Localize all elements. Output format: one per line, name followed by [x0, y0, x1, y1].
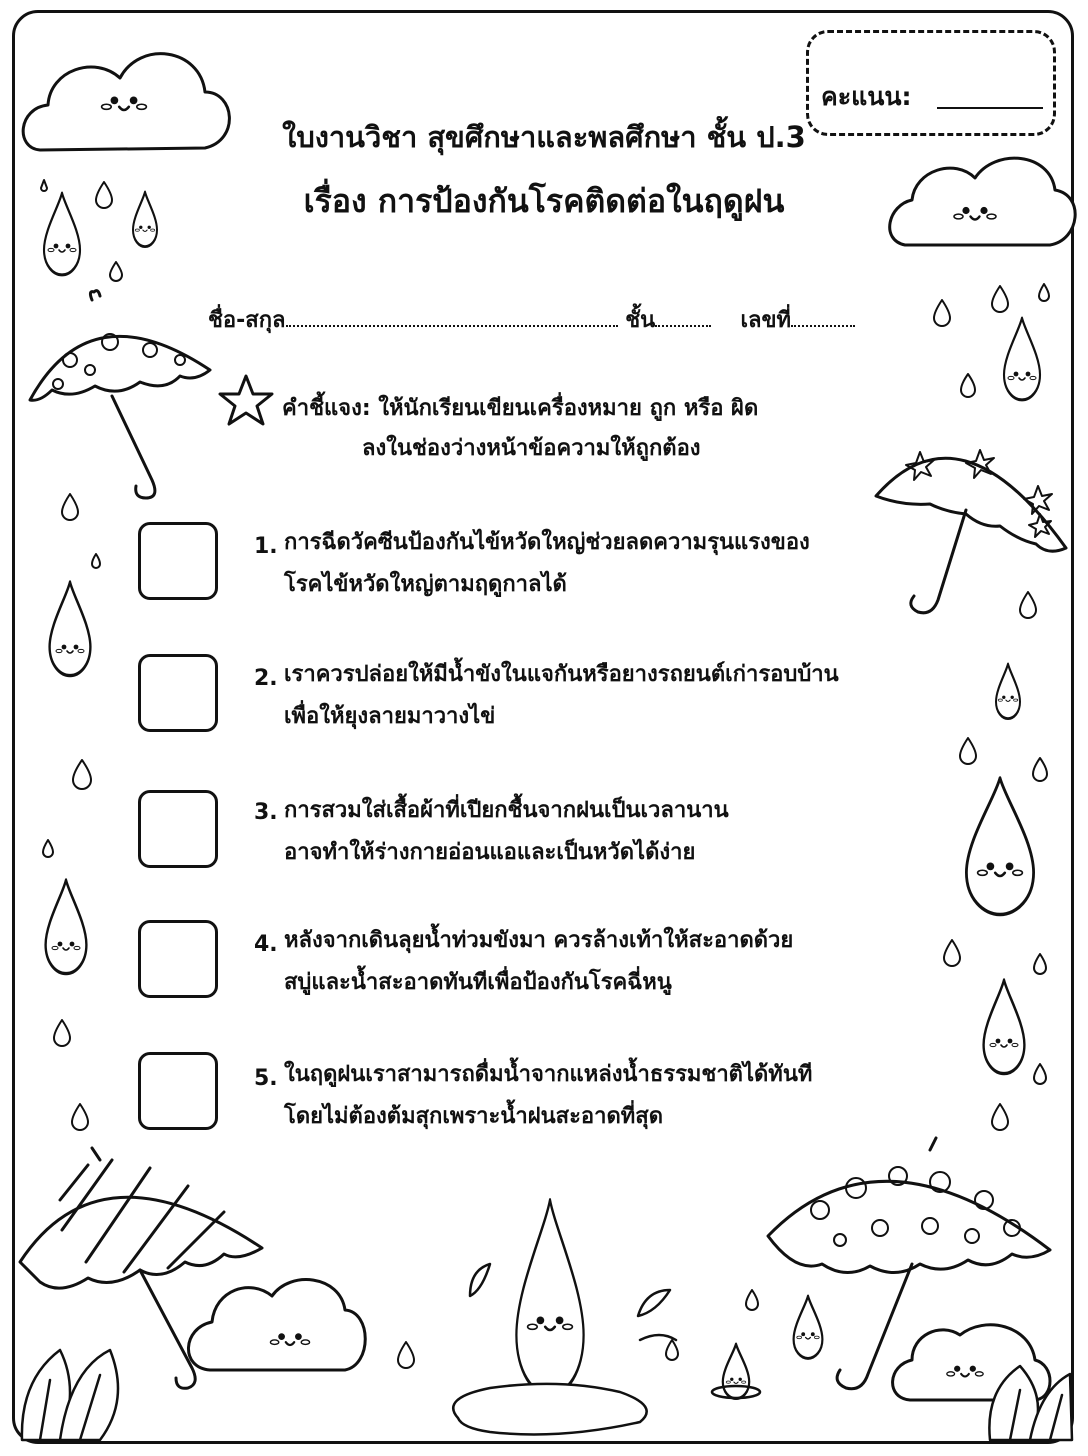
question-text: [284, 654, 924, 738]
question-line: โรคไข้หวัดใหญ่ตามฤดูกาลได้: [284, 572, 567, 597]
question-text: [284, 920, 924, 1004]
umbrella-icon: [30, 291, 210, 498]
answer-box-1[interactable]: [138, 522, 218, 600]
student-info-row: [208, 302, 855, 337]
question-line: หลังจากเดินลุยน้ำท่วมขังมา ควรล้างเท้าให้สะอาดด้วย: [284, 928, 794, 953]
number-blank[interactable]: [791, 305, 855, 327]
score-blank[interactable]: [937, 107, 1043, 109]
question-text: [284, 522, 924, 606]
question-line: การฉีดวัคซีนป้องกันไข้หวัดใหญ่ช่วยลดความรุนแรงของ: [284, 530, 810, 555]
question-line: อาจทำให้ร่างกายอ่อนแอและเป็นหวัดได้ง่าย: [284, 840, 696, 865]
worksheet-title: ใบงานวิชา สุขศึกษาและพลศึกษา ชั้น ป.3: [282, 120, 806, 154]
question-number: 3.: [254, 800, 278, 825]
question-line: ในฤดูฝนเราสามารถดื่มน้ำจากแหล่งน้ำธรรมชาติได้ทันที: [284, 1062, 813, 1087]
question-line: สบู่และน้ำสะอาดทันทีเพื่อป้องกันโรคฉี่หนู: [284, 970, 672, 995]
question-line: เราควรปล่อยให้มีน้ำขังในแจกันหรือยางรถยนต์เก่ารอบบ้าน: [284, 662, 839, 687]
number-label: เลขที่: [740, 308, 792, 333]
score-box: [806, 30, 1056, 136]
question-text: [284, 790, 924, 874]
star-icon: [220, 376, 272, 424]
answer-box-2[interactable]: [138, 654, 218, 732]
instructions-text-1: ให้นักเรียนเขียนเครื่องหมาย ถูก หรือ ผิด: [378, 396, 759, 421]
question-line: เพื่อให้ยุงลายมาวางไข่: [284, 704, 496, 729]
question-number: 5.: [254, 1066, 278, 1091]
instructions-line-1: [282, 390, 758, 425]
question-number: 1.: [254, 534, 278, 559]
answer-box-4[interactable]: [138, 920, 218, 998]
question-number: 2.: [254, 666, 278, 691]
cloud-icon: [188, 1280, 365, 1370]
score-label: คะแนน:: [821, 82, 912, 111]
puddle-icon: [453, 1264, 760, 1434]
instructions-label: คำชี้แจง:: [282, 396, 371, 421]
class-label: ชั้น: [625, 308, 656, 333]
answer-box-3[interactable]: [138, 790, 218, 868]
name-label: ชื่อ-สกุล: [208, 308, 286, 333]
question-line: โดยไม่ต้องต้มสุกเพราะน้ำฝนสะอาดที่สุด: [284, 1104, 663, 1129]
class-blank[interactable]: [655, 305, 711, 327]
worksheet-topic: เรื่อง การป้องกันโรคติดต่อในฤดูฝน: [303, 182, 785, 220]
answer-box-5[interactable]: [138, 1052, 218, 1130]
question-number: 4.: [254, 932, 278, 957]
name-blank[interactable]: [286, 305, 618, 327]
question-line: การสวมใส่เสื้อผ้าที่เปียกชื้นจากฝนเป็นเวลานาน: [284, 798, 729, 823]
instructions-text-2: ลงในช่องว่างหน้าข้อความให้ถูกต้อง: [362, 436, 701, 461]
question-text: [284, 1054, 924, 1138]
